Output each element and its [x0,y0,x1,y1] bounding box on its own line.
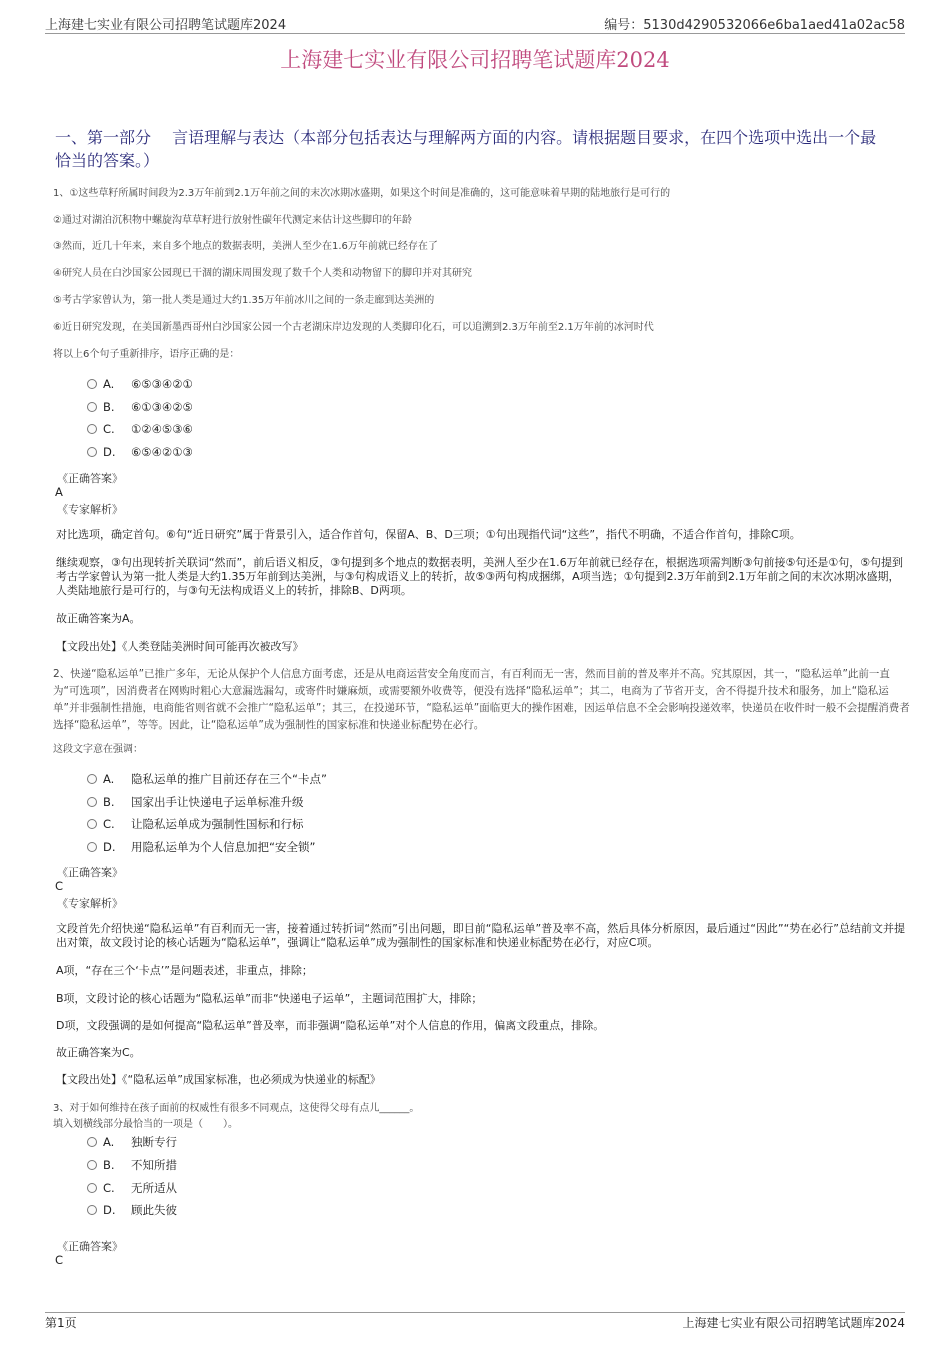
page-title: 上海建七实业有限公司招聘笔试题库2024 [280,48,670,72]
radio-icon[interactable] [87,1183,97,1193]
radio-icon[interactable] [87,1205,97,1215]
radio-icon[interactable] [87,424,97,434]
section-heading: 一、第一部分 言语理解与表达（本部分包括表达与理解两方面的内容。请根据题目要求，在四个选项中选出一个最恰当的答案。） [55,128,877,170]
q1-prompt: 将以上6个句子重新排序，语序正确的是： [53,349,240,360]
q3-prompt: 填入划横线部分最恰当的一项是（ ）。 [53,1119,238,1130]
q1-sentence-6: ⑥近日研究发现，在美国新墨西哥州白沙国家公园一个古老湖床岸边发现的人类脚印化石，可以追溯到2.3万年前至2.1万年前的冰河时代 [53,322,654,333]
header-divider [45,33,905,34]
q1-analysis-1: 对比选项，确定首句。⑥句“近日研究”属于背景引入，适合作首句，保留A、B、D三项；①句出现指代词“这些”，指代不明确，不适合作首句，排除C项。 [56,528,801,541]
q3-option-c[interactable]: C. 无所适从 [87,1180,177,1196]
radio-icon[interactable] [87,774,97,784]
radio-icon[interactable] [87,1137,97,1147]
q1-sentence-1: 1、①这些草籽所属时间段为2.3万年前到2.1万年前之间的末次冰期冰盛期，如果这个时间是准确的，这可能意味着早期的陆地旅行是可行的 [53,188,671,199]
q2-stem: 2、快递“隐私运单”已推广多年，无论从保护个人信息方面考虑，还是从电商运营安全角度而言，有百利而无一害，然而目前的普及率并不高。究其原因，其一，“隐私运单”此前一直为“可选项”，因消费者在网购时粗心大意漏选漏勾，或寄件时嫌麻烦，或需要额外收费等，便没有选择“隐私运单”；其二，电商为了节省开支，舍不得提升技术和服务，加上“隐私运单”并非强制性措施，电商能省则省就不会推广“隐私运单”；其三，在投递环节，“隐私运单”面临更大的操作困难，因运单信息不全会影响投递效率，快递员在收件时一般不会提醒消费者选择“隐私运单”，等等。因此，让“隐私运单”成为强制性的国家标准和快递业标配势在必行。 [53,668,910,731]
q2-prompt: 这段文字意在强调： [53,744,143,755]
q3-option-d[interactable]: D. 顾此失彼 [87,1202,177,1218]
radio-icon[interactable] [87,797,97,807]
q2-analysis-1: 文段首先介绍快递“隐私运单”有百利而无一害，接着通过转折词“然而”引出问题，即目前“隐私运单”普及率不高，然后具体分析原因，最后通过“因此”“势在必行”总结前文并提出对策，故文段讨论的核心话题为“隐私运单”，强调让“隐私运单”成为强制性的国家标准和快递业标配势在必行，对应C项。 [56,922,905,949]
q1-sentence-2: ②通过对湖泊沉积物中螺旋沟草草籽进行放射性碳年代测定来估计这些脚印的年龄 [53,215,412,226]
q3-option-a[interactable]: A. 独断专行 [87,1134,177,1150]
radio-icon[interactable] [87,1160,97,1170]
q1-analysis-label: 《专家解析》 [57,503,123,516]
q1-sentence-4: ④研究人员在白沙国家公园现已干涸的湖床周围发现了数千个人类和动物留下的脚印并对其研究 [53,268,472,279]
q1-option-c[interactable]: C. ①②④⑤③⑥ [87,421,193,437]
q1-analysis-3: 故正确答案为A。 [56,612,141,625]
q2-answer-label: 《正确答案》 [57,866,123,879]
q1-answer: A [55,485,63,499]
q2-analysis-5: 故正确答案为C。 [56,1046,141,1059]
radio-icon[interactable] [87,819,97,829]
q2-option-a[interactable]: A. 隐私运单的推广目前还存在三个“卡点” [87,771,327,787]
q3-stem: 3、对于如何维持在孩子面前的权威性有很多不同观点，这使得父母有点儿______。 [53,1103,420,1114]
q2-answer: C [55,879,64,893]
q1-option-b[interactable]: B. ⑥①③④②⑤ [87,399,193,415]
q2-analysis-4: D项，文段强调的是如何提高“隐私运单”普及率，而非强调“隐私运单”对个人信息的作用，偏离文段重点，排除。 [56,1019,605,1032]
q1-option-a[interactable]: A. ⑥⑤③④②① [87,376,193,392]
q2-option-d[interactable]: D. 用隐私运单为个人信息加把“安全锁” [87,839,315,855]
q2-analysis-label: 《专家解析》 [57,897,123,910]
radio-icon[interactable] [87,379,97,389]
radio-icon[interactable] [87,402,97,412]
q1-option-d[interactable]: D. ⑥⑤④②①③ [87,444,193,460]
q1-sentence-5: ⑤考古学家曾认为，第一批人类是通过大约1.35万年前冰川之间的一条走廊到达美洲的 [53,295,435,306]
q3-option-b[interactable]: B. 不知所措 [87,1157,177,1173]
q1-analysis-2: 继续观察，③句出现转折关联词“然而”，前后语义相反，③句提到多个地点的数据表明，美洲人至少在1.6万年前就已经存在，根据选项需判断③句前接⑤句还是①句，⑤句提到考古学家曾认为第一批人类是大约1.35万年前到达美洲，与③句构成语义上的转折，故⑤③两句构成捆绑，A项当选；①句提到2.3万年前到2.1万年前之间的末次冰期冰盛期，人类陆地旅行是可行的，与③句无法构成语义上的转折，排除B、D两项。 [56,556,904,597]
q3-answer: C [55,1253,64,1267]
q2-analysis-3: B项，文段讨论的核心话题为“隐私运单”而非“快递电子运单”，主题词范围扩大，排除； [56,992,483,1005]
q1-sentence-3: ③然而，近几十年来，来自多个地点的数据表明，美洲人至少在1.6万年前就已经存在了 [53,241,438,252]
radio-icon[interactable] [87,447,97,457]
q3-answer-label: 《正确答案》 [57,1240,123,1253]
q1-answer-label: 《正确答案》 [57,472,123,485]
q2-option-c[interactable]: C. 让隐私运单成为强制性国标和行标 [87,816,304,832]
q1-source: 【文段出处】《人类登陆美洲时间可能再次被改写》 [56,640,304,653]
footer-page-number: 第1页 [45,1316,77,1330]
q2-option-b[interactable]: B. 国家出手让快递电子运单标准升级 [87,794,304,810]
header-doc-id: 编号：5130d4290532066e6ba1aed41a02ac58 [604,18,905,33]
header-doc-title: 上海建七实业有限公司招聘笔试题库2024 [45,18,287,33]
footer-doc-title: 上海建七实业有限公司招聘笔试题库2024 [682,1316,905,1330]
radio-icon[interactable] [87,842,97,852]
q2-analysis-2: A项，“存在三个‘卡点’”是问题表述，非重点，排除； [56,964,313,977]
q2-source: 【文段出处】《“隐私运单”成国家标准，也必须成为快递业的标配》 [56,1073,381,1086]
footer-divider [45,1312,905,1313]
